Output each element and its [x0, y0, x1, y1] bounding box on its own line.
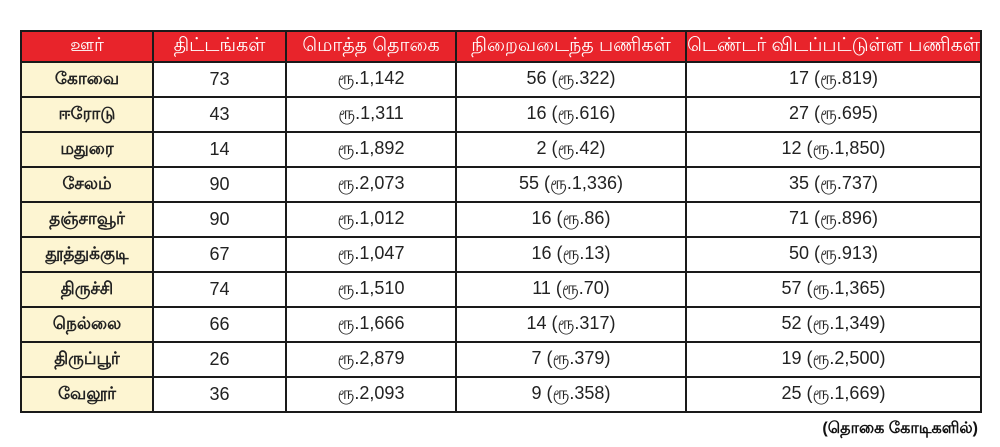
cell-total-amount: ரூ.1,047 — [286, 237, 456, 272]
cell-projects: 14 — [153, 132, 286, 167]
cell-tendered-works: 71 (ரூ.896) — [686, 202, 981, 237]
cell-total-amount: ரூ.2,073 — [286, 167, 456, 202]
table-row — [21, 237, 981, 272]
cell-tendered-works: 50 (ரூ.913) — [686, 237, 981, 272]
cell-projects: 26 — [153, 342, 286, 377]
cell-tendered-works: 25 (ரூ.1,669) — [686, 377, 981, 412]
cell-total-amount: ரூ.1,510 — [286, 272, 456, 307]
cell-completed-works: 56 (ரூ.322) — [456, 62, 686, 97]
cell-city: வேலூர் — [21, 377, 153, 412]
projects-table — [20, 30, 982, 413]
cell-tendered-works: 19 (ரூ.2,500) — [686, 342, 981, 377]
table-row — [21, 97, 981, 132]
header-tendered-works: டெண்டர் விடப்பட்டுள்ள பணிகள் — [686, 31, 981, 62]
cell-projects: 36 — [153, 377, 286, 412]
cell-projects: 90 — [153, 167, 286, 202]
cell-city: சேலம் — [21, 167, 153, 202]
cell-city: கோவை — [21, 62, 153, 97]
cell-projects: 43 — [153, 97, 286, 132]
cell-city: மதுரை — [21, 132, 153, 167]
cell-city: ஈரோடு — [21, 97, 153, 132]
cell-city: திருப்பூர் — [21, 342, 153, 377]
cell-tendered-works: 52 (ரூ.1,349) — [686, 307, 981, 342]
amount-unit-note: (தொகை கோடிகளில்) — [822, 420, 978, 437]
cell-city: தூத்துக்குடி — [21, 237, 153, 272]
cell-total-amount: ரூ.1,311 — [286, 97, 456, 132]
cell-tendered-works: 57 (ரூ.1,365) — [686, 272, 981, 307]
cell-total-amount: ரூ.1,666 — [286, 307, 456, 342]
cell-tendered-works: 12 (ரூ.1,850) — [686, 132, 981, 167]
table-row — [21, 62, 981, 97]
cell-city: தஞ்சாவூர் — [21, 202, 153, 237]
cell-tendered-works: 17 (ரூ.819) — [686, 62, 981, 97]
cell-completed-works: 16 (ரூ.13) — [456, 237, 686, 272]
cell-total-amount: ரூ.2,093 — [286, 377, 456, 412]
header-completed-works: நிறைவடைந்த பணிகள் — [456, 31, 686, 62]
table-row — [21, 272, 981, 307]
cell-projects: 90 — [153, 202, 286, 237]
cell-completed-works: 16 (ரூ.616) — [456, 97, 686, 132]
table-row — [21, 202, 981, 237]
header-total-amount: மொத்த தொகை — [286, 31, 456, 62]
cell-city: நெல்லை — [21, 307, 153, 342]
table-body — [21, 62, 981, 412]
cell-total-amount: ரூ.2,879 — [286, 342, 456, 377]
cell-completed-works: 55 (ரூ.1,336) — [456, 167, 686, 202]
table-row — [21, 342, 981, 377]
cell-total-amount: ரூ.1,142 — [286, 62, 456, 97]
table-row — [21, 377, 981, 412]
table-row — [21, 307, 981, 342]
cell-tendered-works: 27 (ரூ.695) — [686, 97, 981, 132]
header-projects: திட்டங்கள் — [153, 31, 286, 62]
cell-total-amount: ரூ.1,012 — [286, 202, 456, 237]
cell-completed-works: 14 (ரூ.317) — [456, 307, 686, 342]
cell-projects: 73 — [153, 62, 286, 97]
table-header-row — [21, 31, 981, 62]
header-city: ஊர் — [21, 31, 153, 62]
table-row — [21, 132, 981, 167]
cell-completed-works: 9 (ரூ.358) — [456, 377, 686, 412]
cell-completed-works: 2 (ரூ.42) — [456, 132, 686, 167]
cell-projects: 74 — [153, 272, 286, 307]
cell-total-amount: ரூ.1,892 — [286, 132, 456, 167]
cell-projects: 67 — [153, 237, 286, 272]
cell-completed-works: 7 (ரூ.379) — [456, 342, 686, 377]
cell-completed-works: 11 (ரூ.70) — [456, 272, 686, 307]
cell-city: திருச்சி — [21, 272, 153, 307]
cell-completed-works: 16 (ரூ.86) — [456, 202, 686, 237]
cell-projects: 66 — [153, 307, 286, 342]
table-row — [21, 167, 981, 202]
cell-tendered-works: 35 (ரூ.737) — [686, 167, 981, 202]
